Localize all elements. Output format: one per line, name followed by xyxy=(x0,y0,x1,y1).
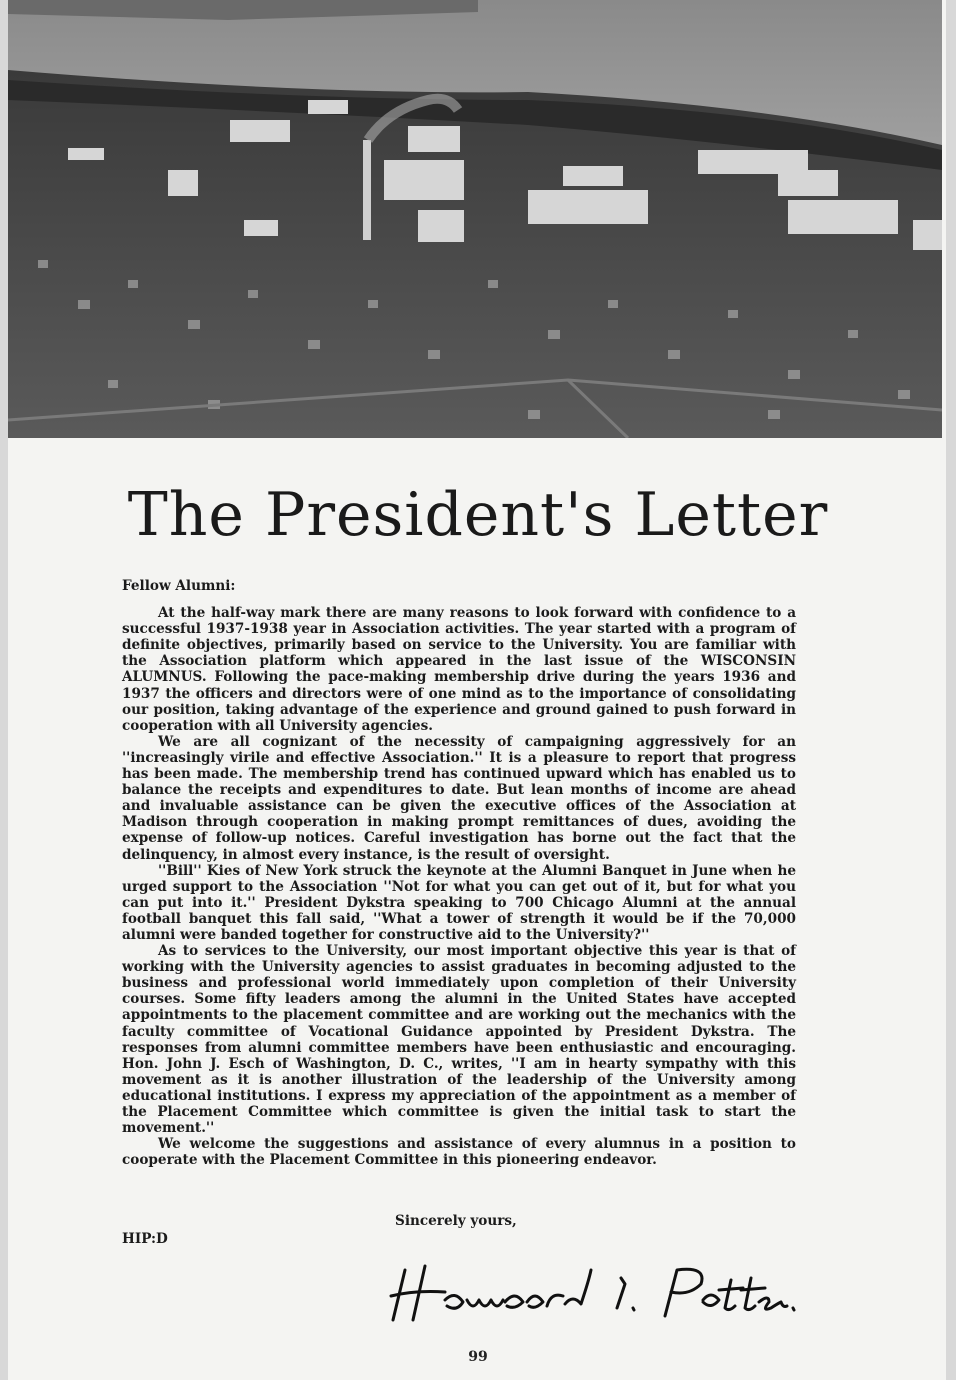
photo-graphic xyxy=(8,0,942,438)
signature xyxy=(385,1250,805,1330)
paragraph-5: We welcome the suggestions and assistance of every alumnus in a position to cooperate with the Placement Committee in this pioneering endeavor. xyxy=(122,1136,796,1169)
greeting: Fellow Alumni: xyxy=(122,578,236,594)
initials: HIP:D xyxy=(122,1231,168,1247)
paragraph-3: ''Bill'' Kies of New York struck the keynote at the Alumni Banquet in June when he urged support to the Association ''Not for what you can get out of it, but for what you can put into it.'' President Dykstra speaking to 700 Chicago Alumni at the annual football banquet this fall said, ''What a tower of strength it would be if the 70,000 alumni were banded together for constructive aid to the University?'' xyxy=(122,862,796,943)
paragraph-2: We are all cognizant of the necessity of campaigning aggressively for an ''increasingly virile and effective Association.'' It is a pleasure to report that progress has been made. The membership trend has continued upward which has enabled us to balance the receipts and expenditures to date. But lean months of income are ahead and invaluable assistance can be given the executive offices of the Association at Madison through cooperation in making prompt remittances of dues, avoiding the expense of follow-up notices. Careful investigation has borne out the fact that the delinquency, in almost every instance, is the result of oversight. xyxy=(122,733,796,863)
aerial-campus-photo xyxy=(8,0,942,438)
letter-body xyxy=(122,578,796,1168)
paragraph-4: As to services to the University, our most important objective this year is that of working with the University agencies to assist graduates in becoming adjusted to the business and professional world immediately upon completion of their University courses. Some fifty leaders among the alumni in the United States have accepted appointments to the placement committee and are working out the mechanics with the faculty committee of Vocational Guidance appointed by President Dykstra. The responses from alumni committee members have been enthusiastic and encouraging. Hon. John J. Esch of Washington, D. C., writes, ''I am in hearty sympathy with this movement as it is another illustration of the leadership of the University among educational institutions. I express my appreciation of the appointment as a member of the Placement Committee which committee is given the initial task to start the movement.'' xyxy=(122,943,796,1137)
page-number: 99 xyxy=(468,1349,488,1365)
page-title: The President's Letter xyxy=(127,480,829,550)
paragraph-1: At the half-way mark there are many reasons to look forward with confidence to a successful 1937-1938 year in Association activities. The year started with a program of definite objectives, primarily based on service to the University. You are familiar with the Association platform which appeared in the last issue of the WISCONSIN ALUMNUS. Following the pace-making membership drive during the years 1936 and 1937 the officers and directors were of one mind as to the importance of consolidating our position, taking advantage of the experience and ground gained to push forward in cooperation with all University agencies. xyxy=(122,605,796,734)
closing: Sincerely yours, xyxy=(395,1213,517,1229)
